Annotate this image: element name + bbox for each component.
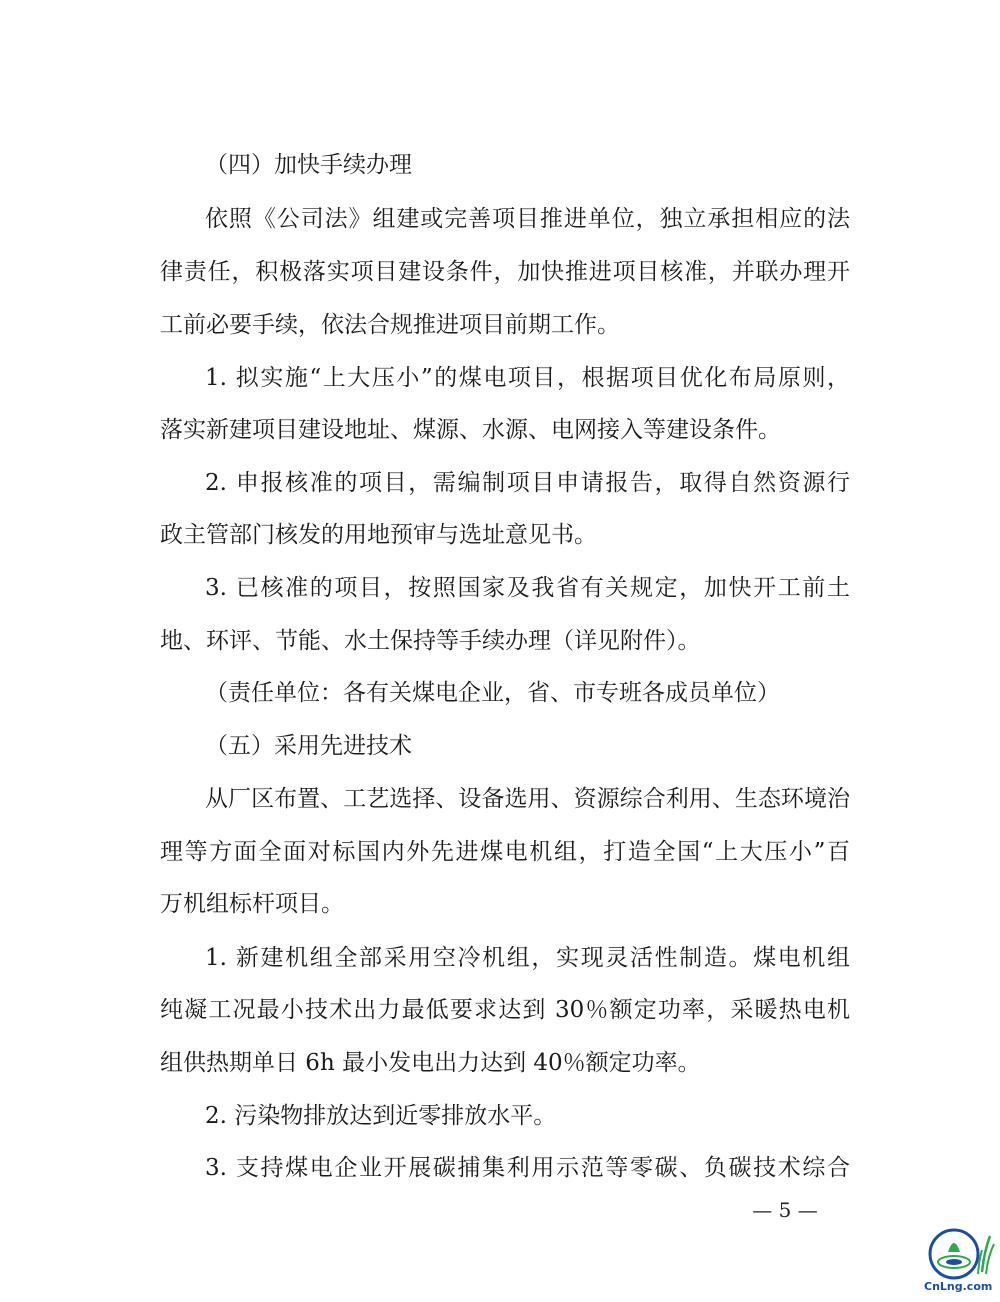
list-item-line: 组供热期单日 6h 最小发电出力达到 40％额定功率。 [160,1050,701,1076]
logo-icon [924,1222,996,1282]
paragraph-line: 依照《公司法》组建或完善项目推进单位，独立承担相应的法 [205,206,850,232]
list-item-line: 落实新建项目建设地址、煤源、水源、电网接入等建设条件。 [160,417,781,443]
watermark-text: CnLng.com [924,1280,993,1293]
section-heading-4: （四）加快手续办理 [205,152,412,178]
paragraph-line: 从厂区布置、工艺选择、设备选用、资源综合利用、生态环境治 [205,786,850,812]
list-item-line: 3. 支持煤电企业开展碳捕集利用示范等零碳、负碳技术综合 [205,1155,850,1181]
list-item-line: 3. 已核准的项目，按照国家及我省有关规定，加快开工前土 [205,575,850,601]
paragraph-line: 工前必要手续，依法合规推进项目前期工作。 [160,312,620,338]
responsibility-note: （责任单位：各有关煤电企业，省、市专班各成员单位） [205,680,780,706]
paragraph-line: 理等方面全面对标国内外先进煤电机组，打造全国“上大压小”百 [160,839,850,865]
list-item-line: 1. 拟实施“上大压小”的煤电项目，根据项目优化布局原则， [205,365,850,391]
list-item-line: 纯凝工况最小技术出力最低要求达到 30％额定功率，采暖热电机 [160,997,850,1023]
page-number: — 5 — [752,1198,818,1222]
list-item-line: 2. 污染物排放达到近零排放水平。 [205,1103,557,1129]
list-item-line: 地、环评、节能、水土保持等手续办理（详见附件）。 [160,628,701,654]
list-item-line: 1. 新建机组全部采用空冷机组，实现灵活性制造。煤电机组 [205,945,850,971]
list-item-line: 2. 申报核准的项目，需编制项目申请报告，取得自然资源行 [205,470,850,496]
list-item-line: 政主管部门核发的用地预审与选址意见书。 [160,522,597,548]
paragraph-line: 律责任，积极落实项目建设条件，加快推进项目核准，并联办理开 [160,259,850,285]
paragraph-line: 万机组标杆项目。 [160,891,344,917]
watermark-logo [924,1222,996,1298]
section-heading-5: （五）采用先进技术 [205,733,412,759]
